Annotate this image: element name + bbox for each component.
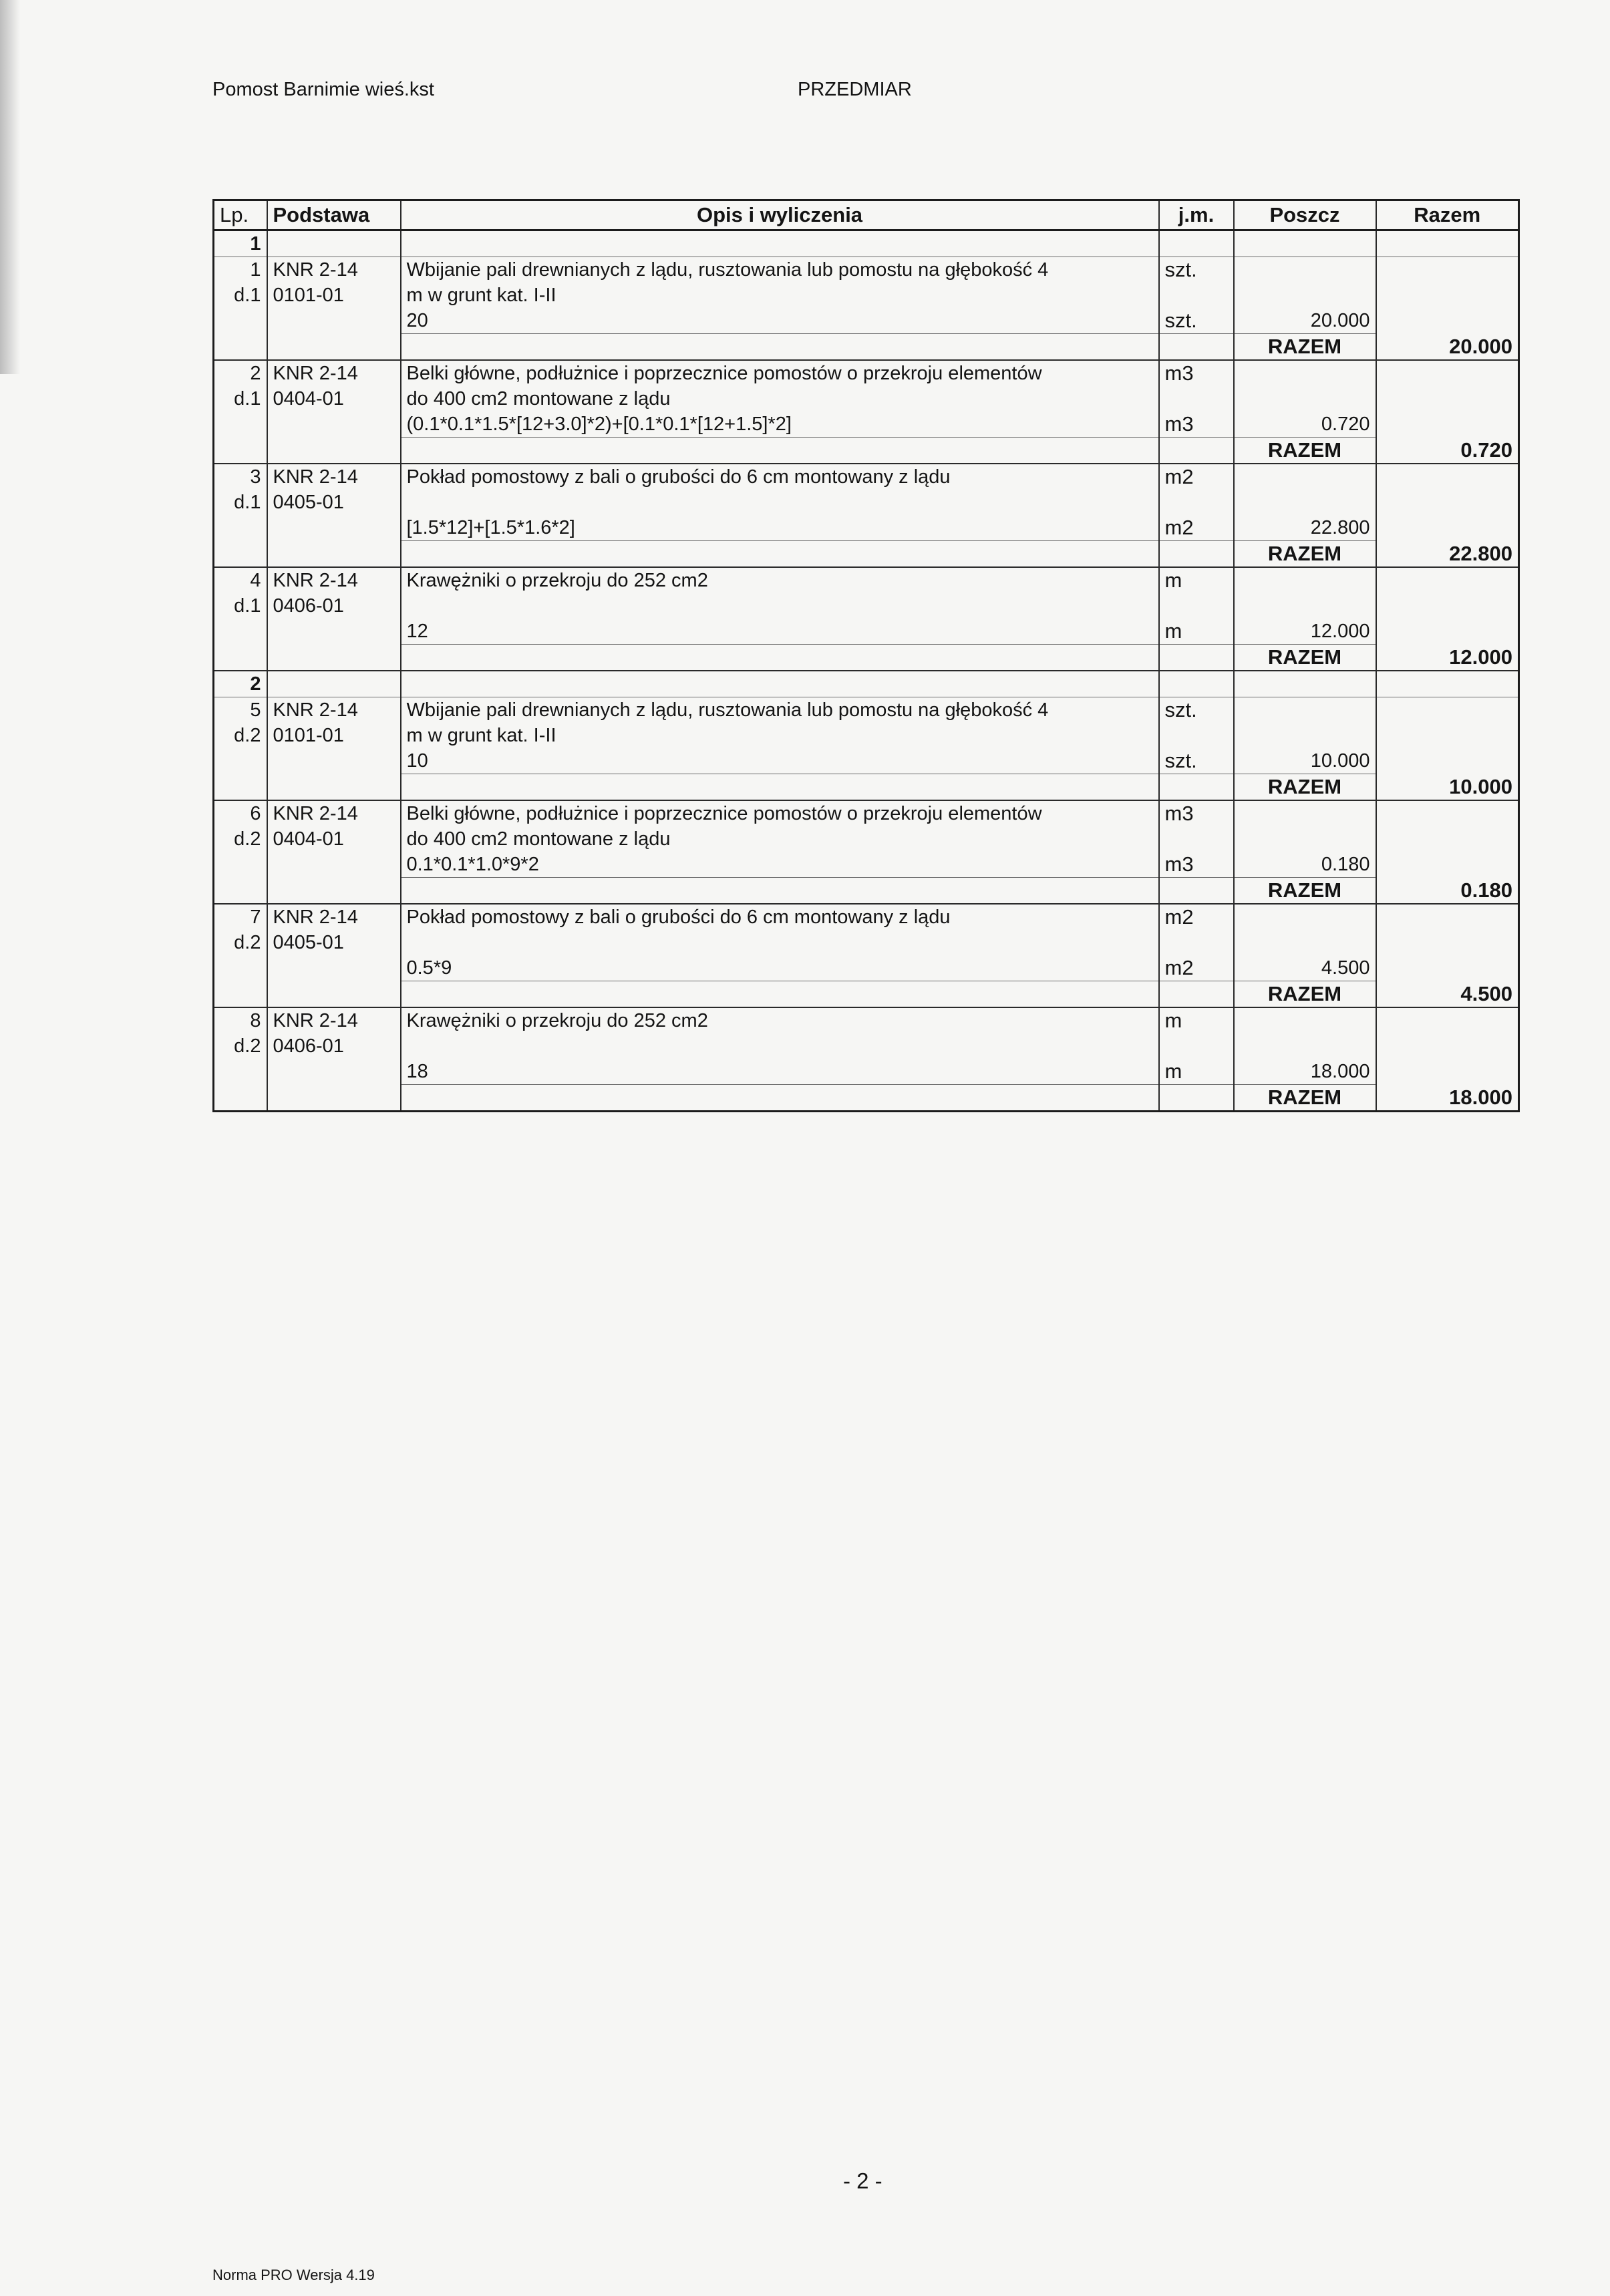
item-unit: m3	[1159, 360, 1234, 386]
empty-cell	[1159, 490, 1234, 515]
calc-row	[214, 955, 1519, 981]
basis-number: 0406-01	[267, 593, 401, 619]
poszcz-value: 0.180	[1234, 852, 1376, 878]
razem-value: 0.180	[1376, 878, 1519, 905]
empty-cell	[1376, 1033, 1519, 1059]
col-header-razem: Razem	[1376, 200, 1519, 230]
basis-number: 0101-01	[267, 723, 401, 748]
table-header-row	[214, 200, 1519, 230]
empty-cell	[1234, 386, 1376, 412]
empty-cell	[1234, 257, 1376, 283]
empty-cell	[1234, 826, 1376, 852]
item-number: 8	[214, 1007, 267, 1033]
item-unit: m	[1159, 1007, 1234, 1033]
empty-cell	[267, 878, 401, 905]
empty-cell	[1234, 490, 1376, 515]
item-description-cont: do 400 cm2 montowane z lądu	[401, 386, 1159, 412]
empty-cell	[267, 955, 401, 981]
table-row	[214, 567, 1519, 593]
empty-cell	[1159, 671, 1234, 697]
empty-cell	[1234, 230, 1376, 257]
item-description-cont: m w grunt kat. I-II	[401, 283, 1159, 308]
item-description: Pokład pomostowy z bali o grubości do 6 cm montowany z lądu	[401, 464, 1159, 490]
sum-row	[214, 774, 1519, 801]
basis-number: 0404-01	[267, 386, 401, 412]
empty-cell	[1159, 283, 1234, 308]
calc-unit: m3	[1159, 412, 1234, 438]
empty-cell	[1159, 593, 1234, 619]
empty-cell	[401, 334, 1159, 361]
razem-label: RAZEM	[1234, 541, 1376, 568]
item-number: 1	[214, 257, 267, 283]
empty-cell	[214, 981, 267, 1008]
col-header-jm: j.m.	[1159, 200, 1234, 230]
calc-row	[214, 852, 1519, 878]
empty-cell	[1376, 412, 1519, 438]
calc-expression: 12	[401, 619, 1159, 645]
calc-expression: 0.5*9	[401, 955, 1159, 981]
empty-cell	[1376, 748, 1519, 774]
basis-code: KNR 2-14	[267, 567, 401, 593]
table-row	[214, 723, 1519, 748]
section-row	[214, 671, 1519, 697]
empty-cell	[267, 619, 401, 645]
empty-cell	[1376, 490, 1519, 515]
section-number: 2	[214, 671, 267, 697]
calc-row	[214, 1059, 1519, 1085]
empty-cell	[1376, 464, 1519, 490]
empty-cell	[1376, 671, 1519, 697]
poszcz-value: 20.000	[1234, 308, 1376, 334]
razem-value: 18.000	[1376, 1085, 1519, 1112]
razem-value: 22.800	[1376, 541, 1519, 568]
poszcz-value: 18.000	[1234, 1059, 1376, 1085]
basis-number: 0405-01	[267, 490, 401, 515]
empty-cell	[1376, 1059, 1519, 1085]
razem-value: 0.720	[1376, 438, 1519, 464]
empty-cell	[401, 671, 1159, 697]
empty-cell	[1159, 826, 1234, 852]
empty-cell	[1376, 360, 1519, 386]
empty-cell	[401, 1085, 1159, 1112]
empty-cell	[401, 541, 1159, 568]
empty-cell	[214, 541, 267, 568]
empty-cell	[214, 515, 267, 541]
empty-cell	[401, 645, 1159, 671]
basis-code: KNR 2-14	[267, 360, 401, 386]
empty-cell	[401, 774, 1159, 801]
empty-cell	[1234, 1033, 1376, 1059]
item-subindex: d.1	[214, 490, 267, 515]
sum-row	[214, 541, 1519, 568]
empty-cell	[267, 412, 401, 438]
item-description: Belki główne, podłużnice i poprzecznice pomostów o przekroju elementów	[401, 360, 1159, 386]
sum-row	[214, 334, 1519, 361]
empty-cell	[1234, 1007, 1376, 1033]
item-subindex: d.2	[214, 723, 267, 748]
empty-cell	[1376, 567, 1519, 593]
razem-label: RAZEM	[1234, 981, 1376, 1008]
empty-cell	[267, 308, 401, 334]
razem-label: RAZEM	[1234, 774, 1376, 801]
item-description: Belki główne, podłużnice i poprzecznice pomostów o przekroju elementów	[401, 800, 1159, 826]
empty-cell	[1159, 878, 1234, 905]
item-description: Wbijanie pali drewnianych z lądu, rusztowania lub pomostu na głębokość 4	[401, 697, 1159, 723]
empty-cell	[267, 334, 401, 361]
basis-code: KNR 2-14	[267, 464, 401, 490]
sum-row	[214, 438, 1519, 464]
empty-cell	[267, 774, 401, 801]
item-number: 4	[214, 567, 267, 593]
col-header-poszcz: Poszcz	[1234, 200, 1376, 230]
calc-unit: szt.	[1159, 748, 1234, 774]
empty-cell	[1159, 1033, 1234, 1059]
poszcz-value: 10.000	[1234, 748, 1376, 774]
empty-cell	[1234, 283, 1376, 308]
empty-cell	[1376, 593, 1519, 619]
item-subindex: d.1	[214, 593, 267, 619]
item-description-cont	[401, 930, 1159, 955]
empty-cell	[401, 230, 1159, 257]
empty-cell	[1376, 904, 1519, 930]
item-number: 2	[214, 360, 267, 386]
empty-cell	[401, 438, 1159, 464]
empty-cell	[214, 412, 267, 438]
calc-unit: m2	[1159, 515, 1234, 541]
empty-cell	[267, 852, 401, 878]
sum-row	[214, 645, 1519, 671]
table-row	[214, 697, 1519, 723]
empty-cell	[1376, 1007, 1519, 1033]
empty-cell	[1234, 464, 1376, 490]
item-subindex: d.1	[214, 283, 267, 308]
basis-number: 0405-01	[267, 930, 401, 955]
empty-cell	[267, 671, 401, 697]
col-header-podstawa: Podstawa	[267, 200, 401, 230]
empty-cell	[1376, 257, 1519, 283]
empty-cell	[1234, 593, 1376, 619]
item-description: Krawężniki o przekroju do 252 cm2	[401, 1007, 1159, 1033]
item-description-cont: m w grunt kat. I-II	[401, 723, 1159, 748]
col-header-lp: Lp.	[214, 200, 267, 230]
item-subindex: d.2	[214, 826, 267, 852]
page-number: - 2 -	[843, 2168, 882, 2193]
przedmiar-table	[212, 199, 1520, 1112]
empty-cell	[214, 748, 267, 774]
empty-cell	[214, 852, 267, 878]
empty-cell	[1376, 619, 1519, 645]
empty-cell	[1159, 334, 1234, 361]
item-description: Krawężniki o przekroju do 252 cm2	[401, 567, 1159, 593]
empty-cell	[267, 515, 401, 541]
empty-cell	[1376, 230, 1519, 257]
table-row	[214, 930, 1519, 955]
basis-number: 0404-01	[267, 826, 401, 852]
empty-cell	[1234, 800, 1376, 826]
section-number: 1	[214, 230, 267, 257]
razem-value: 12.000	[1376, 645, 1519, 671]
item-description-cont	[401, 1033, 1159, 1059]
item-description: Wbijanie pali drewnianych z lądu, rusztowania lub pomostu na głębokość 4	[401, 257, 1159, 283]
calc-expression: 18	[401, 1059, 1159, 1085]
razem-label: RAZEM	[1234, 1085, 1376, 1112]
empty-cell	[214, 774, 267, 801]
empty-cell	[1159, 1085, 1234, 1112]
col-header-opis: Opis i wyliczenia	[401, 200, 1159, 230]
document-title: PRZEDMIAR	[798, 79, 912, 100]
empty-cell	[214, 1085, 267, 1112]
empty-cell	[267, 1085, 401, 1112]
calc-row	[214, 308, 1519, 334]
calc-unit: m	[1159, 619, 1234, 645]
sum-row	[214, 878, 1519, 905]
calc-expression: 20	[401, 308, 1159, 334]
basis-code: KNR 2-14	[267, 1007, 401, 1033]
empty-cell	[1159, 541, 1234, 568]
item-subindex: d.2	[214, 1033, 267, 1059]
item-subindex: d.1	[214, 386, 267, 412]
item-number: 7	[214, 904, 267, 930]
item-description-cont	[401, 490, 1159, 515]
razem-label: RAZEM	[1234, 878, 1376, 905]
empty-cell	[1234, 904, 1376, 930]
item-unit: m3	[1159, 800, 1234, 826]
basis-number: 0101-01	[267, 283, 401, 308]
table-row	[214, 360, 1519, 386]
empty-cell	[1234, 671, 1376, 697]
calc-unit: m2	[1159, 955, 1234, 981]
document-filename: Pomost Barnimie wieś.kst	[212, 79, 434, 100]
empty-cell	[267, 438, 401, 464]
sum-row	[214, 981, 1519, 1008]
basis-code: KNR 2-14	[267, 800, 401, 826]
basis-code: KNR 2-14	[267, 904, 401, 930]
razem-label: RAZEM	[1234, 645, 1376, 671]
item-unit: szt.	[1159, 257, 1234, 283]
item-description-cont	[401, 593, 1159, 619]
item-description: Pokład pomostowy z bali o grubości do 6 cm montowany z lądu	[401, 904, 1159, 930]
empty-cell	[1376, 723, 1519, 748]
table-row	[214, 257, 1519, 283]
basis-number: 0406-01	[267, 1033, 401, 1059]
item-unit: m2	[1159, 464, 1234, 490]
empty-cell	[214, 878, 267, 905]
empty-cell	[1159, 981, 1234, 1008]
empty-cell	[214, 438, 267, 464]
calc-row	[214, 515, 1519, 541]
table-row	[214, 1007, 1519, 1033]
calc-expression: (0.1*0.1*1.5*[12+3.0]*2)+[0.1*0.1*[12+1.5]*2]	[401, 412, 1159, 438]
calc-row	[214, 619, 1519, 645]
empty-cell	[1376, 697, 1519, 723]
item-unit: m2	[1159, 904, 1234, 930]
empty-cell	[267, 748, 401, 774]
empty-cell	[401, 878, 1159, 905]
razem-label: RAZEM	[1234, 334, 1376, 361]
empty-cell	[1376, 955, 1519, 981]
empty-cell	[1159, 386, 1234, 412]
section-row	[214, 230, 1519, 257]
table-row	[214, 283, 1519, 308]
empty-cell	[1159, 930, 1234, 955]
item-unit: m	[1159, 567, 1234, 593]
poszcz-value: 12.000	[1234, 619, 1376, 645]
empty-cell	[267, 230, 401, 257]
empty-cell	[1376, 800, 1519, 826]
empty-cell	[1234, 697, 1376, 723]
basis-code: KNR 2-14	[267, 697, 401, 723]
empty-cell	[1376, 930, 1519, 955]
calc-row	[214, 412, 1519, 438]
item-unit: szt.	[1159, 697, 1234, 723]
calc-expression: 10	[401, 748, 1159, 774]
table-row	[214, 490, 1519, 515]
empty-cell	[1376, 826, 1519, 852]
empty-cell	[214, 645, 267, 671]
empty-cell	[1159, 438, 1234, 464]
empty-cell	[267, 981, 401, 1008]
basis-code: KNR 2-14	[267, 257, 401, 283]
table-row	[214, 1033, 1519, 1059]
item-number: 3	[214, 464, 267, 490]
razem-label: RAZEM	[1234, 438, 1376, 464]
empty-cell	[1376, 386, 1519, 412]
scan-shadow	[0, 0, 20, 374]
poszcz-value: 4.500	[1234, 955, 1376, 981]
empty-cell	[1159, 723, 1234, 748]
empty-cell	[267, 645, 401, 671]
software-footer: Norma PRO Wersja 4.19	[212, 2267, 375, 2283]
calc-unit: m3	[1159, 852, 1234, 878]
empty-cell	[214, 619, 267, 645]
item-subindex: d.2	[214, 930, 267, 955]
empty-cell	[1376, 308, 1519, 334]
table-row	[214, 904, 1519, 930]
empty-cell	[1376, 852, 1519, 878]
empty-cell	[214, 1059, 267, 1085]
empty-cell	[1234, 930, 1376, 955]
calc-expression: 0.1*0.1*1.0*9*2	[401, 852, 1159, 878]
razem-value: 20.000	[1376, 334, 1519, 361]
table-row	[214, 826, 1519, 852]
item-description-cont: do 400 cm2 montowane z lądu	[401, 826, 1159, 852]
empty-cell	[267, 541, 401, 568]
item-number: 6	[214, 800, 267, 826]
empty-cell	[1234, 723, 1376, 748]
empty-cell	[267, 1059, 401, 1085]
calc-expression: [1.5*12]+[1.5*1.6*2]	[401, 515, 1159, 541]
empty-cell	[214, 308, 267, 334]
sum-row	[214, 1085, 1519, 1112]
razem-value: 10.000	[1376, 774, 1519, 801]
table-row	[214, 464, 1519, 490]
empty-cell	[214, 334, 267, 361]
item-number: 5	[214, 697, 267, 723]
poszcz-value: 0.720	[1234, 412, 1376, 438]
table-body	[214, 230, 1519, 1112]
razem-value: 4.500	[1376, 981, 1519, 1008]
empty-cell	[401, 981, 1159, 1008]
table-row	[214, 386, 1519, 412]
empty-cell	[214, 955, 267, 981]
empty-cell	[1234, 567, 1376, 593]
poszcz-value: 22.800	[1234, 515, 1376, 541]
empty-cell	[1159, 230, 1234, 257]
calc-unit: m	[1159, 1059, 1234, 1085]
empty-cell	[1159, 774, 1234, 801]
calc-row	[214, 748, 1519, 774]
empty-cell	[1159, 645, 1234, 671]
calc-unit: szt.	[1159, 308, 1234, 334]
empty-cell	[1376, 515, 1519, 541]
empty-cell	[1376, 283, 1519, 308]
table-row	[214, 593, 1519, 619]
table-row	[214, 800, 1519, 826]
empty-cell	[1234, 360, 1376, 386]
